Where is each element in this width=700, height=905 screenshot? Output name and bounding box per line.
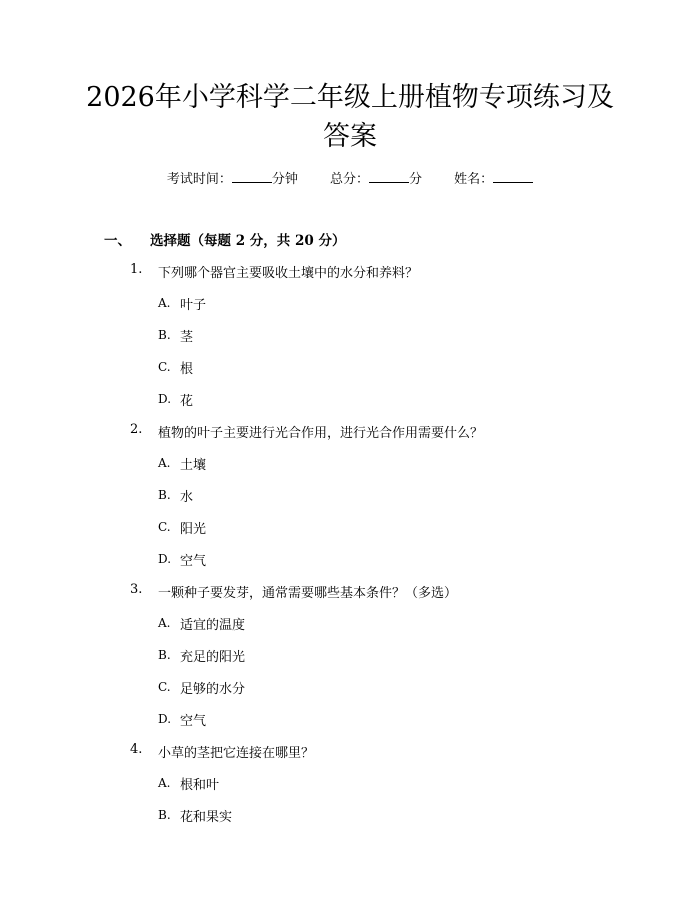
total-score <box>330 168 422 187</box>
answer-option[interactable] <box>0 802 700 834</box>
question-text: 小草的茎把它连接在哪里？ <box>158 746 315 761</box>
option-letter: B. <box>158 648 171 662</box>
exam-time <box>167 168 298 187</box>
total-score-blank <box>369 169 409 183</box>
page-title <box>70 78 630 156</box>
title-line-1: 2026年小学科学二年级上册植物专项练习及 <box>86 82 614 113</box>
title-line-2: 答案 <box>323 121 377 152</box>
answer-option[interactable] <box>0 546 700 578</box>
answer-option[interactable] <box>0 386 700 418</box>
option-letter: B. <box>158 328 171 342</box>
exam-info <box>0 168 700 187</box>
answer-option[interactable] <box>0 674 700 706</box>
question-number: 2. <box>130 422 143 437</box>
answer-option[interactable] <box>0 290 700 322</box>
option-text: 花 <box>180 394 194 409</box>
answer-option[interactable] <box>0 482 700 514</box>
question-4 <box>0 738 700 770</box>
answer-option[interactable] <box>0 610 700 642</box>
question-number: 3. <box>130 582 143 597</box>
section-number: 一、 <box>104 233 131 249</box>
student-name-blank <box>493 169 533 183</box>
option-text: 足够的水分 <box>180 682 246 697</box>
answer-option[interactable] <box>0 322 700 354</box>
option-letter: D. <box>158 392 172 406</box>
option-text: 土壤 <box>180 458 207 473</box>
option-letter: A. <box>158 296 171 310</box>
answer-option[interactable] <box>0 706 700 738</box>
answer-option[interactable] <box>0 450 700 482</box>
option-text: 空气 <box>180 714 207 729</box>
student-name-label: 姓名： <box>454 172 494 187</box>
question-text: 植物的叶子主要进行光合作用，进行光合作用需要什么？ <box>158 426 484 441</box>
question-text: 下列哪个器官主要吸收土壤中的水分和养料？ <box>158 266 419 281</box>
total-score-unit: 分 <box>409 172 423 187</box>
total-score-label: 总分： <box>329 172 369 187</box>
exam-time-label: 考试时间： <box>166 172 232 187</box>
question-number: 4. <box>130 742 143 757</box>
question-number: 1. <box>130 262 143 277</box>
answer-option[interactable] <box>0 642 700 674</box>
option-letter: C. <box>158 520 171 534</box>
option-text: 充足的阳光 <box>180 650 246 665</box>
option-letter: A. <box>158 616 171 630</box>
option-letter: B. <box>158 808 171 822</box>
option-text: 适宜的温度 <box>180 618 246 633</box>
option-text: 水 <box>180 490 194 505</box>
exam-time-blank <box>232 169 272 183</box>
answer-option[interactable] <box>0 354 700 386</box>
option-letter: D. <box>158 712 172 726</box>
question-1 <box>0 258 700 290</box>
option-letter: A. <box>158 456 171 470</box>
option-text: 花和果实 <box>180 810 233 825</box>
answer-option[interactable] <box>0 514 700 546</box>
section-heading <box>104 229 345 249</box>
option-text: 空气 <box>180 554 207 569</box>
question-2 <box>0 418 700 450</box>
option-letter: C. <box>158 680 171 694</box>
answer-option[interactable] <box>0 770 700 802</box>
option-text: 阳光 <box>180 522 207 537</box>
option-letter: A. <box>158 776 171 790</box>
question-3 <box>0 578 700 610</box>
question-text: 一颗种子要发芽，通常需要哪些基本条件？（多选） <box>158 586 458 601</box>
option-text: 叶子 <box>180 298 207 313</box>
section-title-text: 选择题（每题 2 分，共 20 分） <box>150 233 346 249</box>
option-text: 茎 <box>180 330 194 345</box>
option-letter: D. <box>158 552 172 566</box>
option-text: 根 <box>180 362 194 377</box>
question-list <box>0 258 700 834</box>
option-letter: C. <box>158 360 171 374</box>
option-letter: B. <box>158 488 171 502</box>
student-name <box>454 168 533 187</box>
option-text: 根和叶 <box>180 778 220 793</box>
exam-time-unit: 分钟 <box>271 172 298 187</box>
